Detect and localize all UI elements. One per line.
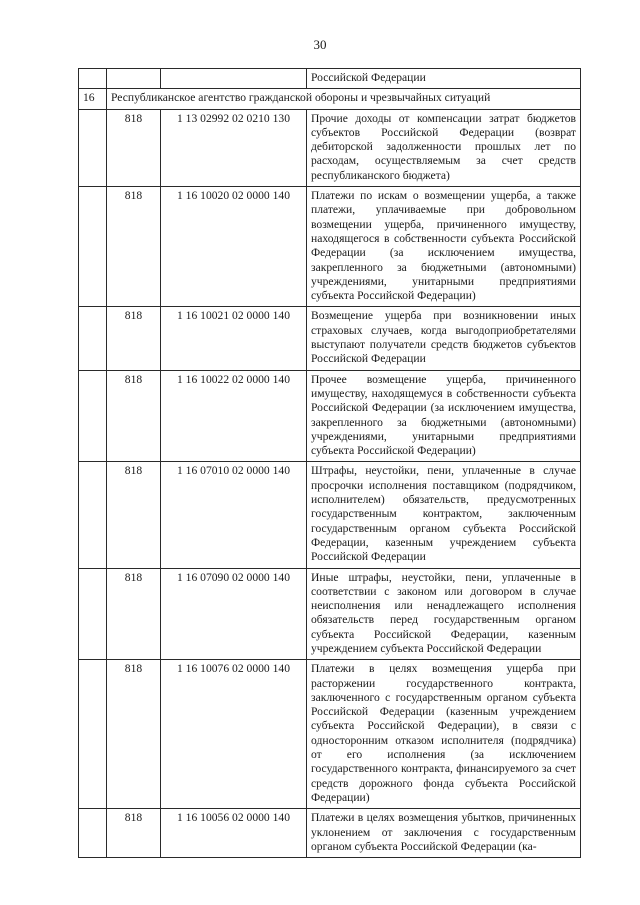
table-row xyxy=(79,809,581,858)
row-number-cell xyxy=(79,69,107,89)
admin-code-cell: 818 xyxy=(107,307,161,370)
table-row-continuation xyxy=(79,69,581,89)
description-cell: Российской Федерации xyxy=(307,69,581,89)
budget-code-cell xyxy=(161,69,307,89)
section-title-cell: Республиканское агентство гражданской обороны и чрезвычайных ситуаций xyxy=(107,89,581,109)
row-number-cell xyxy=(79,109,107,186)
admin-code-cell: 818 xyxy=(107,109,161,186)
table-row xyxy=(79,187,581,307)
description-cell: Возмещение ущерба при возникновении иных страховых случаев, когда выгодоприобретателями выступают получатели средств бюджетов субъектов Российской Федерации xyxy=(307,307,581,370)
budget-code-cell: 1 16 10076 02 0000 140 xyxy=(161,660,307,809)
description-cell: Прочие доходы от компенсации затрат бюджетов субъектов Российской Федерации (возврат дебиторской задолженности прошлых лет по расходам, осуществляемым за счет средств республиканского бюджета) xyxy=(307,109,581,186)
budget-code-cell: 1 16 10056 02 0000 140 xyxy=(161,809,307,858)
description-cell: Штрафы, неустойки, пени, уплаченные в случае просрочки исполнения поставщиком (подрядчиком, исполнителем) обязательств, предусмотренных государственным контрактом, заключенным государственным органом субъекта Российской Федерации, казенным учреждением субъекта Российской Федерации xyxy=(307,462,581,568)
description-cell: Платежи в целях возмещения ущерба при расторжении государственного контракта, заключенного с государственным органом субъекта Российской Федерации (казенным учреждением субъекта Российской Федерации), в связи с односторонним отказом исполнителя (подрядчика) от его исполнения (за исключением государственного контракта, финансируемого за счет средств дорожного фонда субъекта Российской Федерации) xyxy=(307,660,581,809)
row-number-cell xyxy=(79,660,107,809)
table-row xyxy=(79,462,581,568)
description-cell: Платежи в целях возмещения убытков, причиненных уклонением от заключения с государственным органом субъекта Российской Федерации (ка- xyxy=(307,809,581,858)
table-row xyxy=(79,660,581,809)
budget-code-cell: 1 16 10021 02 0000 140 xyxy=(161,307,307,370)
budget-revenue-table xyxy=(78,68,581,858)
row-number-cell xyxy=(79,809,107,858)
description-cell: Прочее возмещение ущерба, причиненного имуществу, находящемуся в собственности субъекта Российской Федерации (за исключением имущества, закрепленного за бюджетными (автономными) учреждениями, унитарными предприятиями субъекта Российской Федерации) xyxy=(307,370,581,462)
row-number-cell xyxy=(79,187,107,307)
budget-code-cell: 1 16 10020 02 0000 140 xyxy=(161,187,307,307)
table-row xyxy=(79,568,581,660)
row-number-cell xyxy=(79,370,107,462)
table-row xyxy=(79,307,581,370)
row-number-cell xyxy=(79,307,107,370)
table-section-row xyxy=(79,89,581,109)
admin-code-cell: 818 xyxy=(107,568,161,660)
row-number-cell xyxy=(79,568,107,660)
budget-code-cell: 1 16 07090 02 0000 140 xyxy=(161,568,307,660)
budget-code-cell: 1 16 10022 02 0000 140 xyxy=(161,370,307,462)
admin-code-cell: 818 xyxy=(107,809,161,858)
admin-code-cell: 818 xyxy=(107,370,161,462)
admin-code-cell: 818 xyxy=(107,462,161,568)
row-number-cell xyxy=(79,462,107,568)
budget-code-cell: 1 16 07010 02 0000 140 xyxy=(161,462,307,568)
admin-code-cell: 818 xyxy=(107,187,161,307)
page-number: 30 xyxy=(313,37,327,52)
table-row xyxy=(79,370,581,462)
budget-code-cell: 1 13 02992 02 0210 130 xyxy=(161,109,307,186)
section-number-cell: 16 xyxy=(79,89,107,109)
admin-code-cell xyxy=(107,69,161,89)
description-cell: Иные штрафы, неустойки, пени, уплаченные в соответствии с законом или договором в случае неисполнения или ненадлежащего исполнения обязательств перед государственным органом субъекта Российской Федерации, казенным учреждением субъекта Российской Федерации xyxy=(307,568,581,660)
description-cell: Платежи по искам о возмещении ущерба, а также платежи, уплачиваемые при добровольном возмещении ущерба, причиненного имуществу, находящегося в собственности субъекта Российской Федерации (за исключением имущества, закрепленного за бюджетными (автономными) учреждениями, унитарными предприятиями субъекта Российской Федерации) xyxy=(307,187,581,307)
table-row xyxy=(79,109,581,186)
admin-code-cell: 818 xyxy=(107,660,161,809)
